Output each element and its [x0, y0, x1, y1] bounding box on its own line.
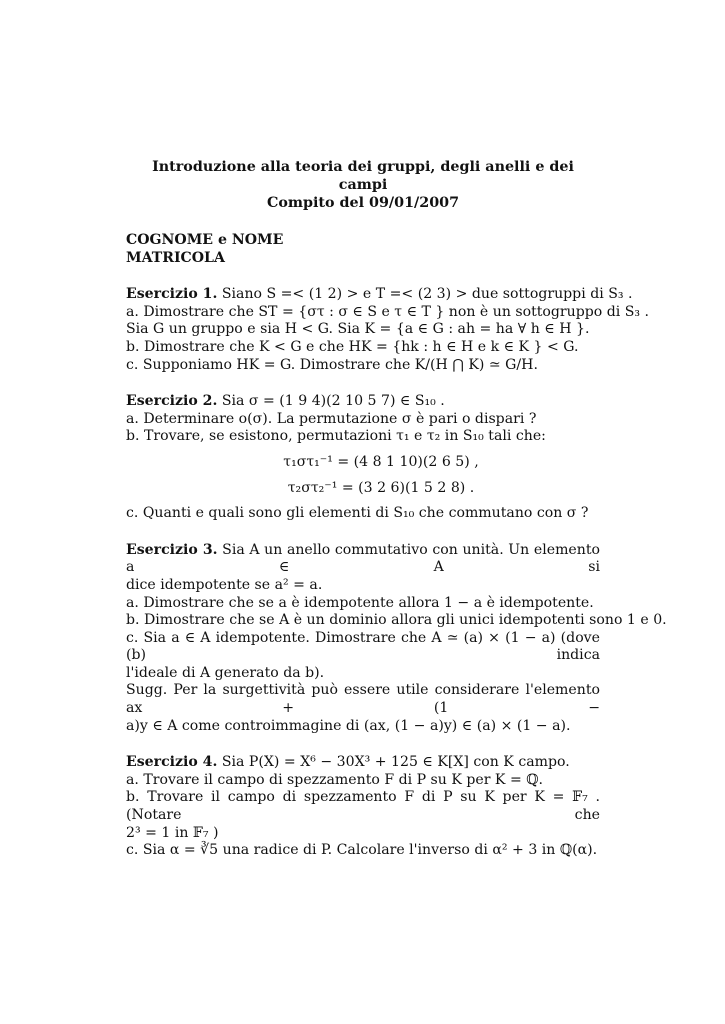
exercise-3-hint: Sugg. Per la surgettività può essere utile considerare l'elemento ax + (1 −: [126, 682, 600, 717]
exercise-2-part-a: a. Determinare o(σ). La permutazione σ è pari o dispari ?: [126, 410, 537, 427]
exercise-1-part-c: c. Supponiamo HK = G. Dimostrare che K/(H ⋂ K) ≃ G/H.: [126, 356, 538, 373]
exercise-3-line-1: [126, 542, 600, 577]
exercise-1-setup: Sia G un gruppo e sia H < G. Sia K = {a ∈ G : ah = ha ∀ h ∈ H }.: [126, 321, 590, 338]
exercise-1-line-1: [126, 286, 633, 304]
exercise-2-part-c: c. Quanti e quali sono gli elementi di S₁₀ che commutano con σ ?: [126, 505, 589, 522]
exercise-3-part-c: c. Sia a ∈ A idempotente. Dimostrare che A ≃ (a) × (1 − a) (dove (b) indica: [126, 629, 600, 664]
exercise-4-part-b-note: 2³ = 1 in 𝔽₇ ): [126, 824, 219, 841]
exercise-4: [126, 754, 600, 860]
name-label: COGNOME e NOME: [126, 232, 284, 248]
exercise-1-part-a: a. Dimostrare che ST = {στ : σ ∈ S e τ ∈ T } non è un sottogruppo di S₃ .: [126, 303, 650, 320]
exercise-4-part-c: c. Sia α = ∛5 una radice di P. Calcolare l'inverso di α² + 3 in ℚ(α).: [126, 842, 598, 859]
exercise-4-intro: Sia P(X) = X⁶ − 30X³ + 125 ∈ K[X] con K campo.: [221, 754, 570, 771]
document-subtitle: Compito del 09/01/2007: [266, 195, 460, 211]
exercise-1: [126, 286, 650, 374]
exercise-4-heading: Esercizio 4.: [126, 754, 218, 771]
exercise-1-heading: Esercizio 1.: [126, 286, 218, 303]
exercise-3-heading: Esercizio 3.: [126, 541, 218, 558]
exercise-2-intro: Sia σ = (1 9 4)(2 10 5 7) ∈ S₁₀ .: [221, 393, 445, 410]
exercise-1-intro: Siano S =< (1 2) > e T =< (2 3) > due sottogruppi di S₃ .: [221, 286, 633, 303]
exercise-4-part-a: a. Trovare il campo di spezzamento F di P su K per K = ℚ.: [126, 771, 543, 788]
exercise-3-part-a: a. Dimostrare che se a è idempotente allora 1 − a è idempotente.: [126, 594, 594, 611]
exercise-2-part-b: b. Trovare, se esistono, permutazioni τ₁ e τ₂ in S₁₀ tali che:: [126, 428, 546, 445]
exercise-2-line-1: [126, 393, 600, 411]
document-title: Introduzione alla teoria dei gruppi, degli anelli e dei campi: [152, 159, 574, 193]
exercise-3-intro: Sia A un anello commutativo con unità. Un elemento a ∈ A si: [126, 541, 600, 576]
exercise-3-hint-cont: a)y ∈ A come controimmagine di (ax, (1 − a)y) ∈ (a) × (1 − a).: [126, 717, 571, 734]
exercise-3: [126, 541, 667, 736]
exercise-2: [126, 393, 600, 523]
exercise-3-part-c-cont: l'ideale di A generato da b).: [126, 664, 325, 681]
exercise-3-definition: dice idempotente se a² = a.: [126, 576, 323, 593]
matricola-label: MATRICOLA: [126, 249, 225, 266]
exercise-2-heading: Esercizio 2.: [126, 393, 218, 410]
exercise-2-equation-2: τ₂στ₂⁻¹ = (3 2 6)(1 5 2 8) .: [287, 479, 475, 496]
exercise-4-part-b: b. Trovare il campo di spezzamento F di P su K per K = 𝔽₇ . (Notare che: [126, 789, 600, 824]
exercise-1-part-b: b. Dimostrare che K < G e che HK = {hk : h ∈ H e k ∈ K } < G.: [126, 338, 579, 355]
exercise-4-line-1: [126, 754, 600, 772]
student-id-block: [126, 232, 600, 267]
exercise-3-part-b: b. Dimostrare che se A è un dominio allora gli unici idempotenti sono 1 e 0.: [126, 612, 667, 629]
exercise-2-equation-1: τ₁στ₁⁻¹ = (4 8 1 10)(2 6 5) ,: [283, 453, 479, 470]
document-body: [126, 158, 667, 860]
